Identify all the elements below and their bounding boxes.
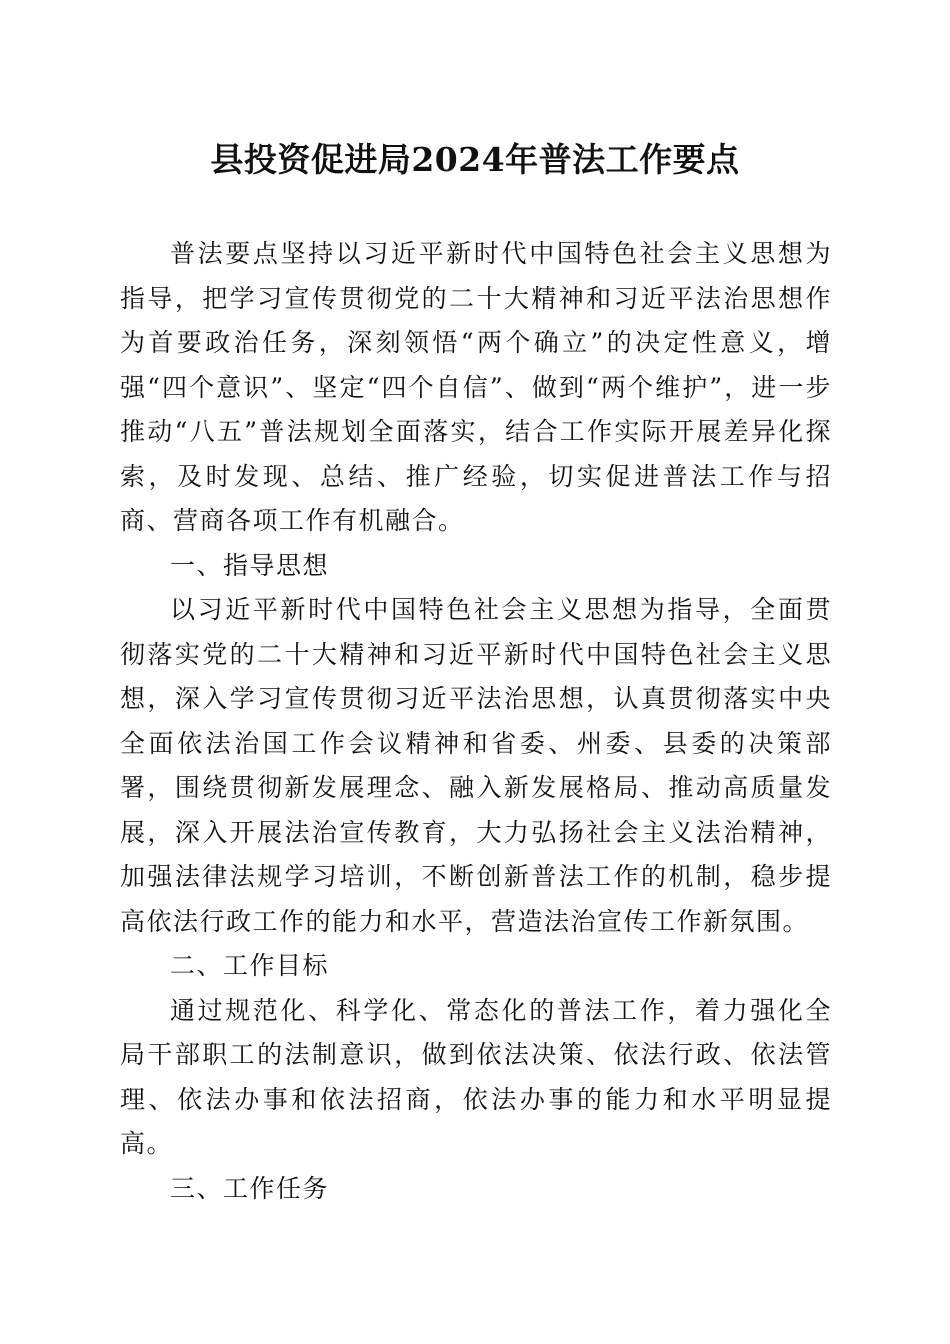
section-heading-guiding-thought: 一、指导思想 bbox=[170, 550, 330, 580]
section-body-work-goals: 通过规范化、科学化、常态化的普法工作，着力强化全局干部职工的法制意识，做到依法决策、依法行政、依法管理、依法办事和依法招商，依法办事的能力和水平明显提高。 bbox=[120, 995, 832, 1158]
section-heading-work-tasks: 三、工作任务 bbox=[170, 1173, 330, 1203]
section-body-guiding-thought: 以习近平新时代中国特色社会主义思想为指导，全面贯彻落实党的二十大精神和习近平新时代中国特色社会主义思想，深入学习宣传贯彻习近平法治思想，认真贯彻落实中央全面依法治国工作会议精神和省委、州委、县委的决策部署，围绕贯彻新发展理念、融入新发展格局、推动高质量发展，深入开展法治宣传教育，大力弘扬社会主义法治精神，加强法律法规学习培训，不断创新普法工作的机制，稳步提高依法行政工作的能力和水平，营造法治宣传工作新氛围。 bbox=[120, 595, 832, 936]
document-body bbox=[120, 232, 832, 1211]
intro-paragraph: 普法要点坚持以习近平新时代中国特色社会主义思想为指导，把学习宣传贯彻党的二十大精神和习近平法治思想作为首要政治任务，深刻领悟“两个确立”的决定性意义，增强“四个意识”、坚定“四个自信”、做到“两个维护”，进一步推动“八五”普法规划全面落实，结合工作实际开展差异化探索，及时发现、总结、推广经验，切实促进普法工作与招商、营商各项工作有机融合。 bbox=[120, 239, 832, 535]
section-heading-work-goals: 二、工作目标 bbox=[170, 951, 330, 980]
document-title: 县投资促进局2024年普法工作要点 bbox=[210, 140, 740, 179]
